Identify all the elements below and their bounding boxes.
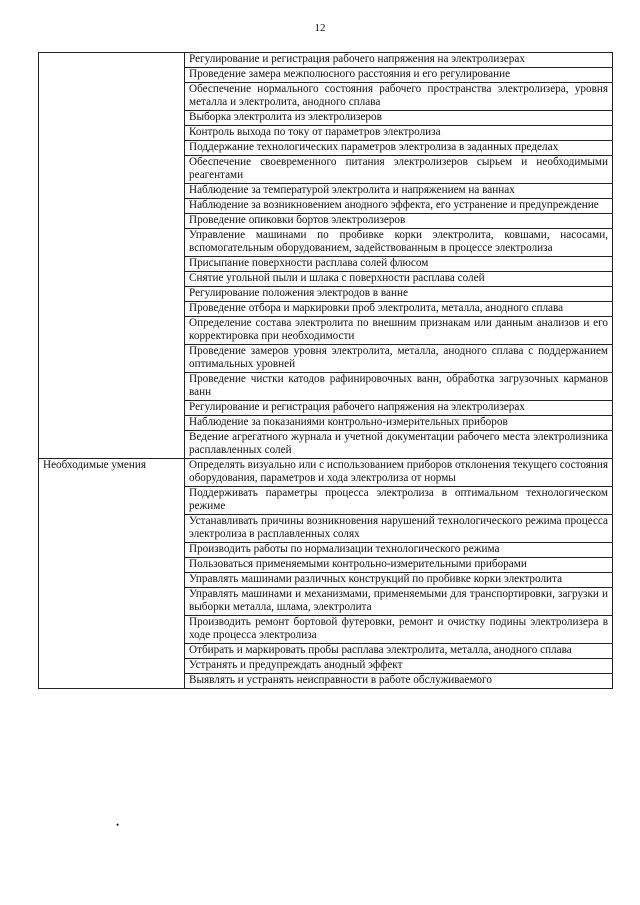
table-cell-item: Управлять машинами различных конструкций по пробивке корки электролита [185, 573, 613, 588]
page-number: 12 [314, 22, 326, 34]
table-cell-item: Пользоваться применяемыми контрольно-измерительными приборами [185, 558, 613, 573]
table-cell-item: Контроль выхода по току от параметров электролиза [185, 126, 613, 141]
table-cell-item: Ведение агрегатного журнала и учетной документации рабочего места электролизника расплавленных солей [185, 431, 613, 459]
table-cell-item: Обеспечение нормального состояния рабочего пространства электролизера, уровня металла и электролита, анодного сплава [185, 83, 613, 111]
table-cell-item: Отбирать и маркировать пробы расплава электролита, металла, анодного сплава [185, 644, 613, 659]
table-cell-item: Проведение замера межполюсного расстояния и его регулирование [185, 68, 613, 83]
table-cell-item: Производить работы по нормализации технологического режима [185, 543, 613, 558]
table-cell-item: Снятие угольной пыли и шлака с поверхности расплава солей [185, 272, 613, 287]
table-cell-item: Управлять машинами и механизмами, применяемыми для транспортировки, загрузки и выборки металла, шлама, электролита [185, 588, 613, 616]
table-cell-item: Присыпание поверхности расплава солей флюсом [185, 257, 613, 272]
competency-table [38, 52, 613, 689]
table-cell-item: Регулирование и регистрация рабочего напряжения на электролизерах [185, 53, 613, 68]
table-row [39, 459, 613, 487]
table-cell-item: Наблюдение за показаниями контрольно-измерительных приборов [185, 416, 613, 431]
table-cell-item: Поддержание технологических параметров электролиза в заданных пределах [185, 141, 613, 156]
table-cell-item: Проведение опиковки бортов электролизеров [185, 214, 613, 229]
table-cell-item: Поддерживать параметры процесса электролиза в оптимальном технологическом режиме [185, 487, 613, 515]
table-cell-item: Производить ремонт бортовой футеровки, ремонт и очистку подины электролизера в ходе процесса электролиза [185, 616, 613, 644]
table-cell-item: Обеспечение своевременного питания электролизеров сырьем и необходимыми реагентами [185, 156, 613, 184]
section-label [39, 53, 185, 459]
table-cell-item: Выявлять и устранять неисправности в работе обслуживаемого [185, 674, 613, 689]
table-cell-item: Проведение чистки катодов рафинировочных ванн, обработка загрузочных карманов ванн [185, 373, 613, 401]
table-cell-item: Наблюдение за температурой электролита и напряжением на ваннах [185, 184, 613, 199]
section-label: Необходимые умения [39, 459, 185, 689]
table-cell-item: Определять визуально или с использованием приборов отклонения текущего состояния оборудования, параметров и хода электролиза от нормы [185, 459, 613, 487]
table-cell-item: Выборка электролита из электролизеров [185, 111, 613, 126]
table-cell-item: Устанавливать причины возникновения нарушений технологического режима процесса электролиза в расплавленных солях [185, 515, 613, 543]
table-cell-item: Проведение отбора и маркировки проб электролита, металла, анодного сплава [185, 302, 613, 317]
table-row [39, 53, 613, 68]
stray-mark: • [116, 820, 120, 830]
table-cell-item: Регулирование и регистрация рабочего напряжения на электролизерах [185, 401, 613, 416]
table-cell-item: Наблюдение за возникновением анодного эффекта, его устранение и предупреждение [185, 199, 613, 214]
table-cell-item: Проведение замеров уровня электролита, металла, анодного сплава с поддержанием оптимальных уровней [185, 345, 613, 373]
table-cell-item: Регулирование положения электродов в ванне [185, 287, 613, 302]
table-cell-item: Устранять и предупреждать анодный эффект [185, 659, 613, 674]
table-cell-item: Определение состава электролита по внешним признакам или данным анализов и его корректировка при необходимости [185, 317, 613, 345]
table-cell-item: Управление машинами по пробивке корки электролита, ковшами, насосами, вспомогательным оборудованием, задействованным в процессе электролиза [185, 229, 613, 257]
